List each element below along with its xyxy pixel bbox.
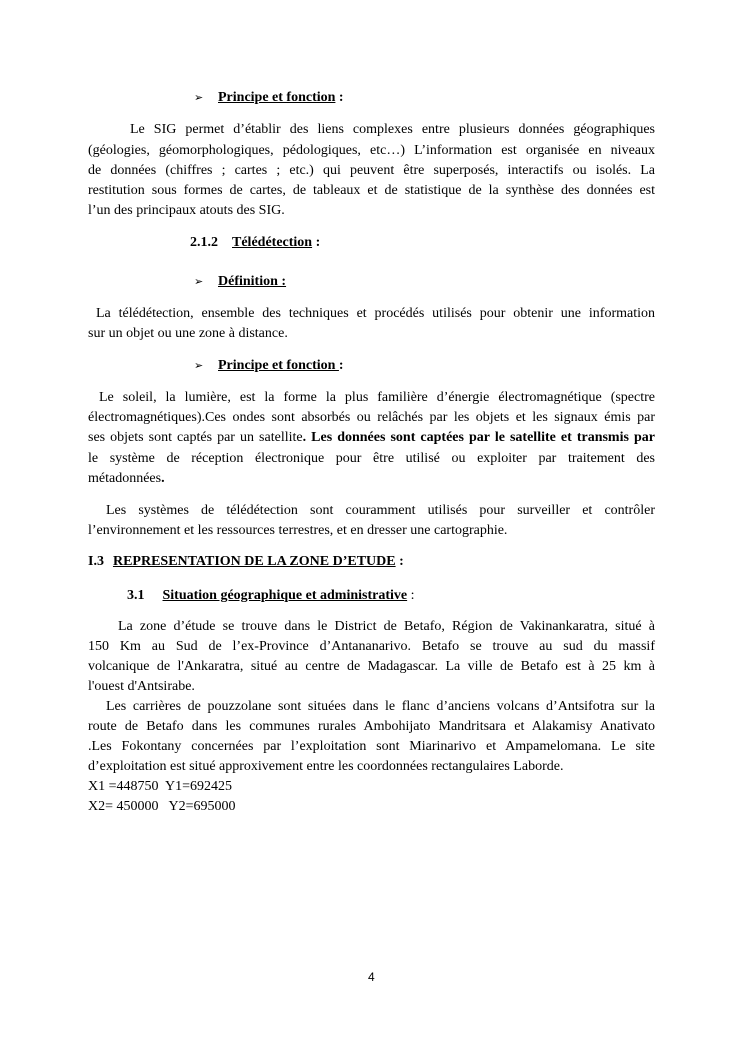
arrow-bullet-icon: ➢	[194, 91, 204, 104]
heading-situation-geographique: 3.1 Situation géographique et administrative :	[127, 588, 415, 603]
heading-teledetection: 2.1.2 Télédétection :	[190, 235, 321, 250]
section-number: I.3	[88, 554, 104, 569]
paragraph-line: .Les Fokontany concernées par l’exploitation sont Miarinarivo et Ampamelomana. Le site	[88, 739, 655, 754]
paragraph-line: ses objets sont captés par un satellite. Les données sont captées par le satellite et transmis par	[88, 430, 655, 445]
paragraph-line: sur un objet ou une zone à distance.	[88, 326, 288, 341]
paragraph-line: route de Betafo dans les communes rurales Ambohijato Mandritsara et Alakamisy Anativato	[88, 719, 655, 734]
paragraph-line: La télédétection, ensemble des techniques et procédés utilisés pour obtenir une information	[96, 306, 655, 321]
paragraph-line: d’exploitation est situé approxivement entre les coordonnées rectangulaires Laborde.	[88, 759, 564, 774]
section-number: 3.1	[127, 588, 145, 603]
paragraph-line: La zone d’étude se trouve dans le District de Betafo, Région de Vakinankaratra, situé à	[118, 619, 655, 634]
paragraph-line: Le soleil, la lumière, est la forme la plus familière d’énergie électromagnétique (spectre	[99, 390, 655, 405]
section-title: Télédétection	[232, 235, 313, 250]
section-title: REPRESENTATION DE LA ZONE D’ETUDE	[112, 554, 396, 569]
paragraph-line: Les carrières de pouzzolane sont situées dans le flanc d’anciens volcans d’Antsifotra sur la	[106, 699, 655, 714]
paragraph-line: volcanique de l'Ankaratra, situé au centre de Madagascar. La ville de Betafo est à 25 km à	[88, 659, 655, 674]
heading-principe-fonction-sig: ➢ Principe et fonction :	[194, 90, 344, 105]
paragraph-line: de données (chiffres ; cartes ; etc.) qui peuvent être superposés, interactifs ou isolés. La	[88, 163, 655, 178]
page-number: 4	[368, 970, 375, 984]
section-number: 2.1.2	[190, 235, 218, 250]
paragraph-line: l’environnement et les ressources terrestres, et en dresser une cartographie.	[88, 523, 508, 538]
paragraph-line: Les systèmes de télédétection sont couramment utilisés pour surveiller et contrôler	[106, 503, 655, 518]
paragraph-line: électromagnétiques).Ces ondes sont absorbés ou relâchés par les objets et les signaux émis par	[88, 410, 655, 425]
paragraph-line: restitution sous formes de cartes, de tableaux et de statistique de la synthèse des données est	[88, 183, 655, 198]
section-title: Situation géographique et administrative	[162, 588, 408, 603]
coordinates-line: X2= 450000 Y2=695000	[88, 799, 236, 814]
heading-representation-zone-etude: I.3 REPRESENTATION DE LA ZONE D’ETUDE :	[88, 554, 404, 569]
paragraph-line: métadonnées.	[88, 471, 165, 486]
paragraph-line: le système de réception électronique pour être utilisé ou exploiter par traitement des	[88, 451, 655, 466]
arrow-bullet-icon: ➢	[194, 275, 204, 288]
paragraph-line: l’un des principaux atouts des SIG.	[88, 203, 285, 218]
paragraph-line: 150 Km au Sud de l’ex-Province d’Antananarivo. Betafo se trouve au sud du massif	[88, 639, 655, 654]
paragraph-line: (géologies, géomorphologiques, pédologiques, etc…) L’information est organisée en niveaux	[88, 143, 655, 158]
paragraph-line: Le SIG permet d’établir des liens complexes entre plusieurs données géographiques	[130, 122, 655, 137]
heading-principe-fonction-teledetection: ➢ Principe et fonction :	[194, 358, 344, 373]
arrow-bullet-icon: ➢	[194, 359, 204, 372]
coordinates-line: X1 =448750 Y1=692425	[88, 779, 232, 794]
paragraph-line: l'ouest d'Antsirabe.	[88, 679, 195, 694]
heading-definition: ➢ Définition :	[194, 274, 287, 289]
